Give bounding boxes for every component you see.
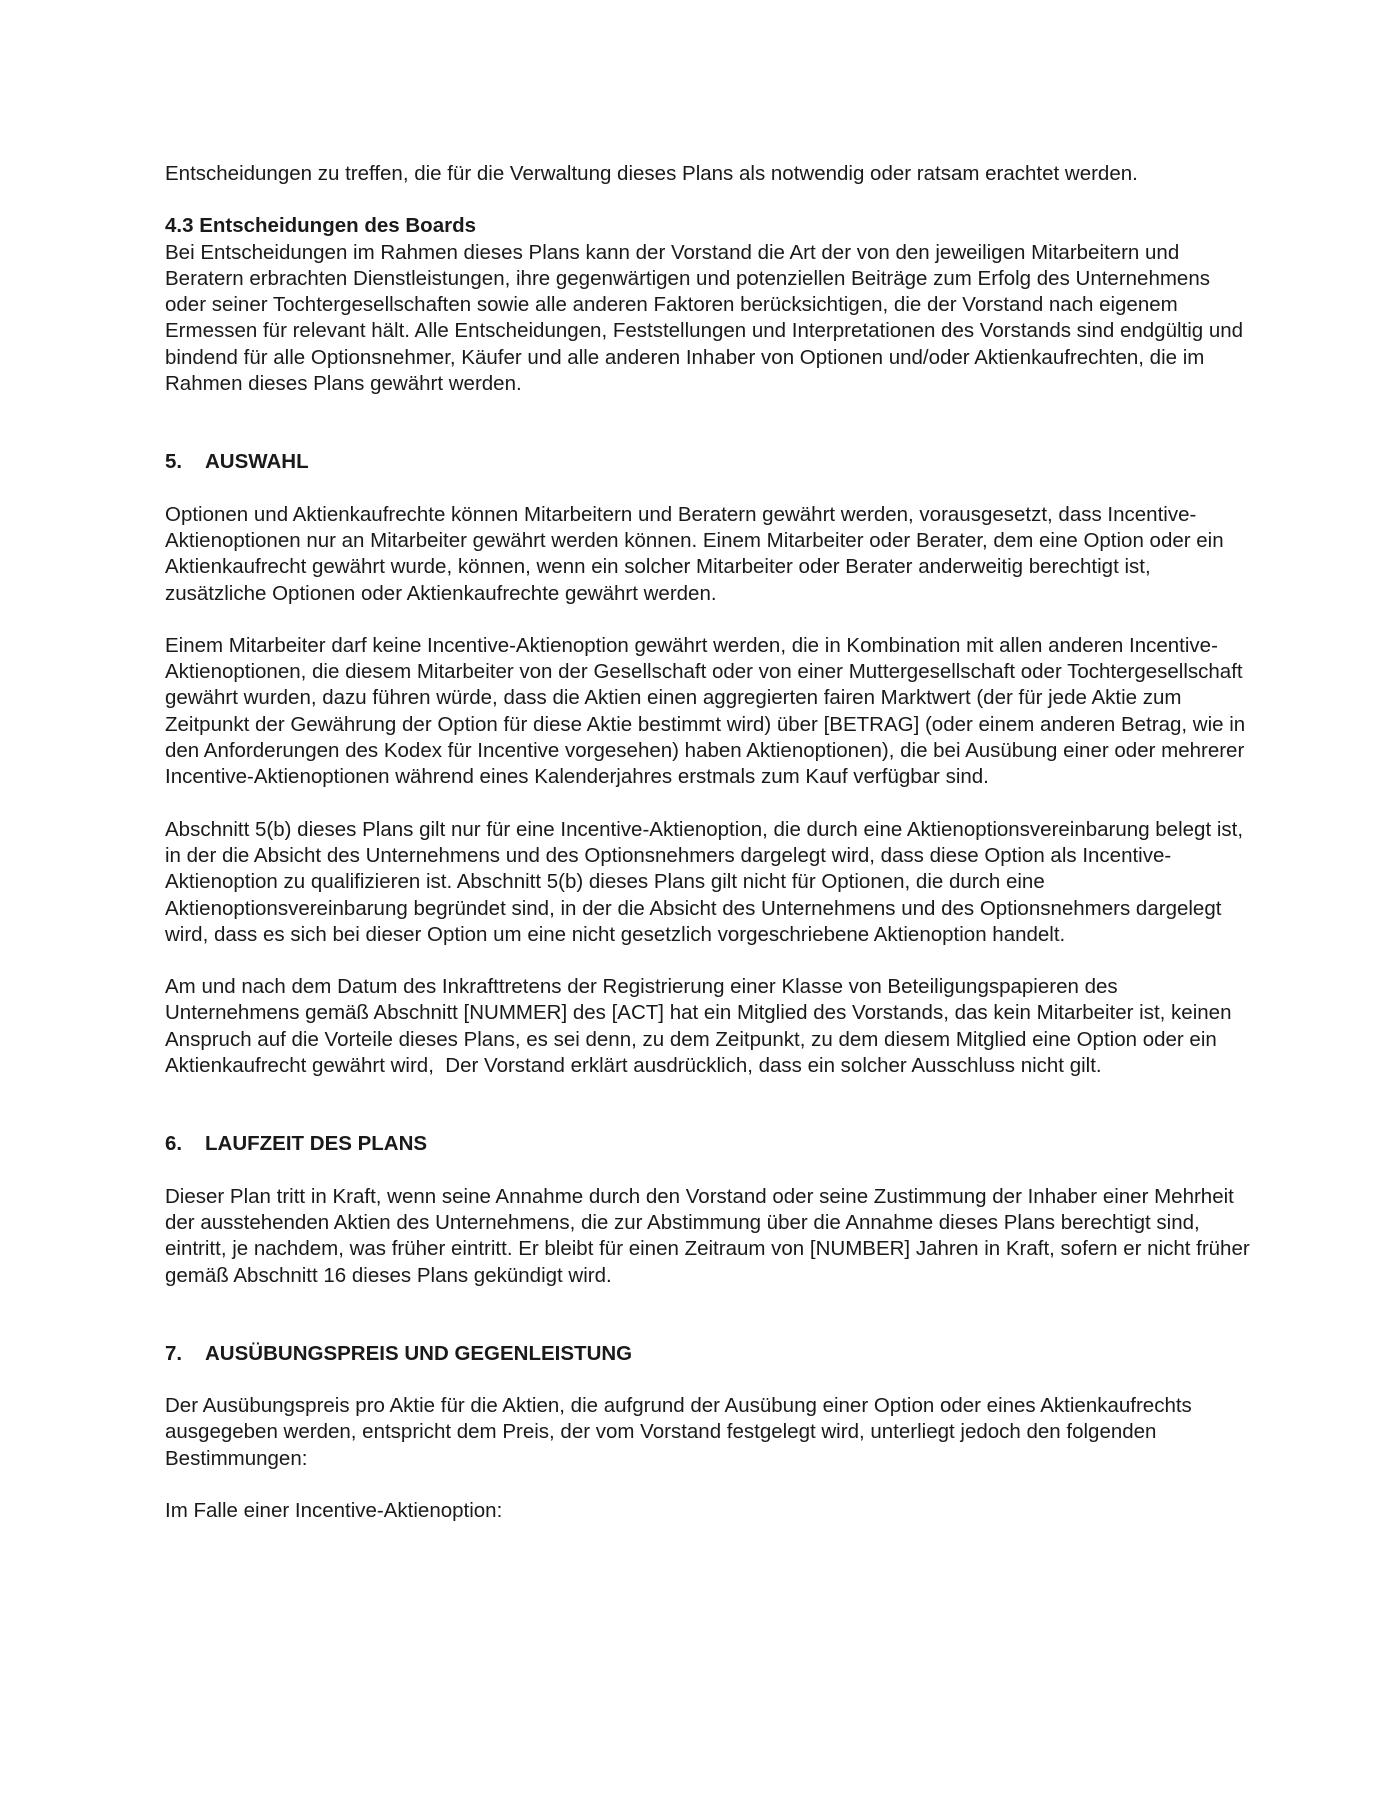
section-5-paragraph-3: Abschnitt 5(b) dieses Plans gilt nur für eine Incentive-Aktienoption, die durch eine Aktienoptionsvereinbarung belegt ist, in der die Absicht des Unternehmens und des Optionsnehmers dargelegt wird, dass diese Option als Incentive-Aktienoption zu qualifizieren ist. Abschnitt 5(b) dieses Plans gilt nicht für Optionen, die durch eine Aktienoptionsvereinbarung begründet sind, in der die Absicht des Unternehmens und des Optionsnehmers dargelegt wird, dass es sich bei dieser Option um eine nicht gesetzlich vorgeschriebene Aktienoption handelt.	[165, 817, 1249, 946]
section-6-number: 6.	[165, 1132, 183, 1156]
section-5-heading	[165, 449, 1255, 475]
section-5-paragraph-2: Einem Mitarbeiter darf keine Incentive-Aktienoption gewährt werden, die in Kombination mit allen anderen Incentive-Aktienoptionen, die diesem Mitarbeiter von der Gesellschaft oder von einer Muttergesellschaft oder Tochtergesellschaft gewährt wurden, dazu führen würde, dass die Aktien einen aggregierten fairen Marktwert (der für jede Aktie zum Zeitpunkt der Gewährung der Option für diese Aktie bestimmt wird) über [BETRAG] (oder einem anderen Betrag, wie in den Anforderungen des Kodex für Incentive vorgesehen) haben Aktienoptionen), die bei Ausübung einer oder mehrerer Incentive-Aktienoptionen während eines Kalenderjahres erstmals zum Kauf verfügbar sind.	[165, 633, 1251, 789]
section-7-title: AUSÜBUNGSPREIS UND GEGENLEISTUNG	[205, 1341, 633, 1365]
section-4-3-heading: 4.3 Entscheidungen des Boards	[165, 214, 476, 238]
section-6-paragraph-1: Dieser Plan tritt in Kraft, wenn seine Annahme durch den Vorstand oder seine Zustimmung der Inhaber einer Mehrheit der ausstehenden Aktien des Unternehmens, die zur Abstimmung über die Annahme dieses Plans berechtigt sind, eintritt, je nachdem, was früher eintritt. Er bleibt für einen Zeitraum von [NUMBER] Jahren in Kraft, sofern er nicht früher gemäß Abschnitt 16 dieses Plans gekündigt wird.	[165, 1184, 1256, 1287]
section-5-paragraph-4: Am und nach dem Datum des Inkrafttretens der Registrierung einer Klasse von Beteiligungspapieren des Unternehmens gemäß Abschnitt [NUMMER] des [ACT] hat ein Mitglied des Vorstands, das kein Mitarbeiter ist, keinen Anspruch auf die Vorteile dieses Plans, es sei denn, zu dem Zeitpunkt, zu dem diesem Mitglied eine Option oder ein Aktienkaufrecht gewährt wird, Der Vorstand erklärt ausdrücklich, dass ein solcher Ausschluss nicht gilt.	[165, 975, 1237, 1078]
section-6-heading	[165, 1131, 1255, 1157]
section-6-title: LAUFZEIT DES PLANS	[205, 1132, 428, 1156]
section-4-3-body: Bei Entscheidungen im Rahmen dieses Plans kann der Vorstand die Art der von den jeweiligen Mitarbeitern und Beratern erbrachten Dienstleistungen, ihre gegenwärtigen und potenziellen Beiträge zum Erfolg des Unternehmens oder seiner Tochtergesellschaften sowie alle anderen Faktoren berücksichtigen, die der Vorstand nach eigenem Ermessen für relevant hält. Alle Entscheidungen, Feststellungen und Interpretationen des Vorstands sind endgültig und bindend für alle Optionsnehmer, Käufer und alle anderen Inhaber von Optionen und/oder Aktienkaufrechten, die im Rahmen dieses Plans gewährt werden.	[165, 240, 1249, 396]
page-content	[165, 161, 1255, 1524]
section-7-number: 7.	[165, 1341, 183, 1365]
section-5-number: 5.	[165, 450, 183, 474]
section-4-3	[165, 213, 1255, 397]
section-5-title: AUSWAHL	[205, 450, 309, 474]
section-5-paragraph-1: Optionen und Aktienkaufrechte können Mitarbeitern und Beratern gewährt werden, vorausgesetzt, dass Incentive-Aktienoptionen nur an Mitarbeiter gewährt werden können. Einem Mitarbeiter oder Berater, dem eine Option oder ein Aktienkaufrecht gewährt wurde, können, wenn ein solcher Mitarbeiter oder Berater anderweitig berechtigt ist, zusätzliche Optionen oder Aktienkaufrechte gewährt werden.	[165, 502, 1229, 605]
section-7-paragraph-2: Im Falle einer Incentive-Aktienoption:	[165, 1498, 503, 1522]
section-6	[165, 1131, 1255, 1288]
section-7-paragraph-1: Der Ausübungspreis pro Aktie für die Aktien, die aufgrund der Ausübung einer Option oder eines Aktienkaufrechts ausgegeben werden, entspricht dem Preis, der vom Vorstand festgelegt wird, unterliegt jedoch den folgenden Bestimmungen:	[165, 1394, 1198, 1470]
intro-paragraph: Entscheidungen zu treffen, die für die Verwaltung dieses Plans als notwendig oder ratsam erachtet werden.	[165, 162, 1138, 185]
section-7-heading	[165, 1341, 1255, 1367]
section-7	[165, 1341, 1255, 1524]
section-5	[165, 449, 1255, 1079]
